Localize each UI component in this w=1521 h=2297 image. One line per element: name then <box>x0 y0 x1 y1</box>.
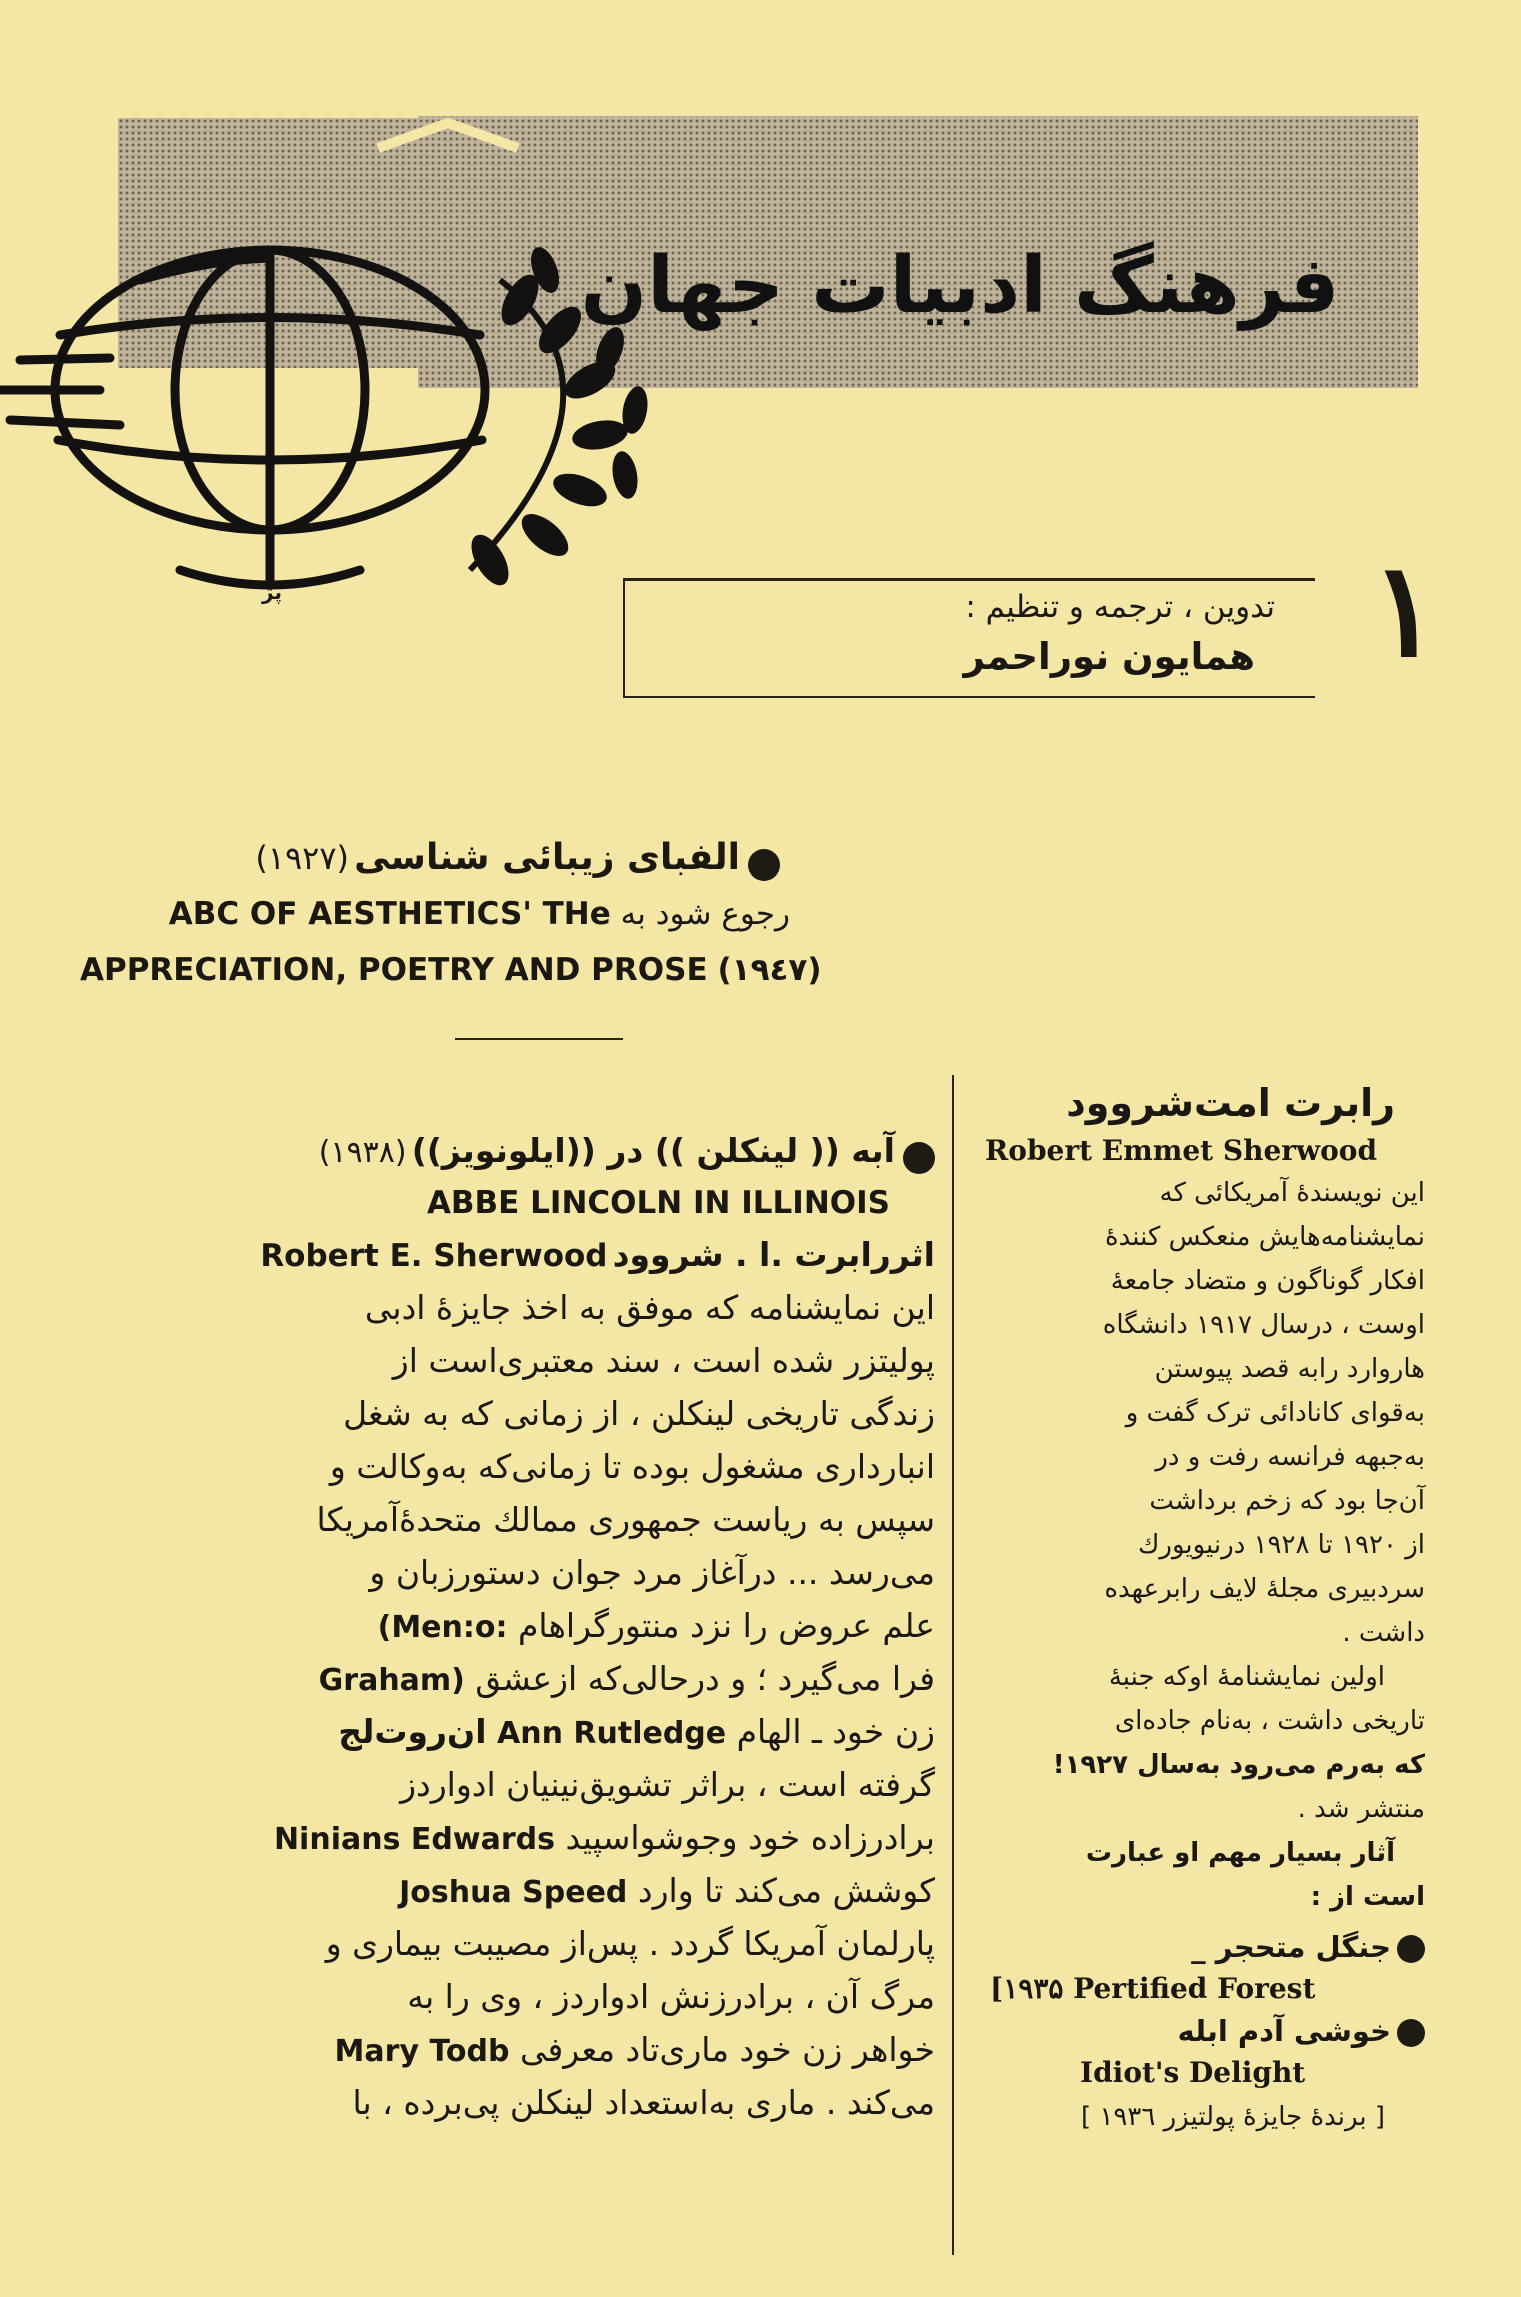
bio-line: از ۱۹۲۰ تا ۱۹۲۸ درنیویورك <box>1137 1530 1425 1560</box>
entry1-refer-title-1: ABC OF AESTHETICS' THe <box>168 896 611 932</box>
bio-line: است از : <box>1310 1882 1425 1912</box>
name-ann-en: Ann Rutledge <box>497 1716 727 1751</box>
work-item <box>985 2009 1425 2093</box>
column-divider <box>952 1075 954 2255</box>
bio-line: آن‌جا بود که زخم برداشت <box>1149 1486 1425 1516</box>
work-title-fa: جنگل متحجر _ <box>985 1925 1425 1969</box>
bio-name-fa: رابرت امت‌شروود <box>1066 1081 1395 1125</box>
name-ninians-en: Ninians Edwards <box>273 1822 555 1857</box>
work-title-en-text: Pertified Forest <box>1073 1972 1316 2005</box>
work-title-fa: خوشی آدم ابله <box>985 2009 1425 2053</box>
entry1-refer-title-2: APPRECIATION, POETRY AND PROSE <box>80 952 708 988</box>
bullet-icon <box>903 1142 935 1174</box>
credit-name: همایون نوراحمر <box>963 635 1255 678</box>
author-biography <box>985 1075 1425 2141</box>
body-line-text: برادرزاده خود وجوشواسپید <box>565 1818 935 1857</box>
entry-abbe-lincoln <box>75 1125 935 2129</box>
bullet-icon <box>1397 1935 1425 1963</box>
entry1-title: الفبای زیبائی شناسی <box>354 837 740 878</box>
entry2-title: آبه (( لینکلن )) در ((ایلونویز)) <box>411 1131 895 1170</box>
body-line: انبارداری مشغول بوده تا زمانی‌که به‌وکالت و <box>329 1447 935 1486</box>
name-joshua-en: Joshua Speed <box>399 1875 628 1910</box>
body-line-text: علم عروض را نزد منتورگراهام <box>517 1606 935 1645</box>
entry2-author-en: Robert E. Sherwood <box>260 1238 608 1274</box>
entry1-refer-year: (۱۹٤۷) <box>717 952 822 988</box>
work-title-en <box>985 1969 1425 2009</box>
name-mentor-en: (Men:o: <box>377 1610 508 1645</box>
bio-line: به‌جبهه فرانسه رفت و در <box>1155 1442 1425 1472</box>
separator-rule <box>455 1038 623 1040</box>
body-line <box>75 2023 935 2076</box>
entry2-year: (۱۹۳۸) <box>318 1135 407 1170</box>
credit-box <box>623 578 1315 698</box>
entry2-body <box>75 1281 935 2129</box>
body-line: می‌کند . ماری به‌استعداد لینکلن پی‌برده ، با <box>352 2083 935 2122</box>
body-line-text: زن خود ـ الهام <box>736 1712 935 1751</box>
name-ann-fa: ان‌روت‌لج <box>338 1712 487 1751</box>
bio-line: سردبیری مجلهٔ لایف رابرعهده <box>1104 1574 1425 1604</box>
bio-line: اوست ، درسال ۱۹۱۷ دانشگاه <box>1102 1310 1425 1340</box>
bio-line: هاروارد رابه قصد پیوستن <box>1154 1354 1425 1384</box>
bio-name-en: Robert Emmet Sherwood <box>985 1134 1378 1167</box>
body-line: می‌رسد ... درآغاز مرد جوان دستورزبان و <box>369 1553 935 1592</box>
bio-line: به‌قوای کانادائی ترک گفت و <box>1125 1398 1425 1428</box>
work-title-en: Idiot's Delight <box>1080 2056 1306 2089</box>
bio-line: منتشر شد . <box>1297 1794 1425 1824</box>
body-line: این نمایشنامه که موفق به اخذ جایزهٔ ادبی <box>364 1288 935 1327</box>
work-year: [۱۹۳۵ <box>990 1972 1064 2005</box>
award-note: [ برندهٔ جایزهٔ پولتیزر ۱۹۳٦ ] <box>1081 2102 1385 2132</box>
body-line <box>75 1811 935 1864</box>
body-line: سپس به ریاست جمهوری ممالك متحدهٔ‌آمریکا <box>316 1500 935 1539</box>
entry2-author-fa: اثررابرت .ا . شروود <box>612 1235 935 1274</box>
bio-line: اولین نمایشنامهٔ اوکه جنبهٔ <box>1108 1662 1385 1692</box>
entry2-author-line <box>75 1229 935 1281</box>
entry2-title-en: ABBE LINCOLN IN ILLINOIS <box>426 1185 890 1221</box>
work-item <box>985 1925 1425 2009</box>
body-line: مرگ آن ، برادرزنش ادواردز ، وی را به <box>407 1977 935 2016</box>
magazine-title: فرهنگ ادبیات جهان <box>580 241 1340 331</box>
name-graham-en: Graham) <box>318 1663 465 1698</box>
bullet-icon <box>748 849 780 881</box>
issue-number: ۱ <box>1370 533 1440 686</box>
entry1-refer-line <box>80 886 790 942</box>
bio-line: افکار گوناگون و متضاد جامعهٔ <box>1110 1266 1425 1296</box>
body-line: زندگی تاریخی لینکلن ، از زمانی که به شغل <box>343 1394 935 1433</box>
entry2-heading <box>75 1125 935 1177</box>
body-line-text: خواهر زن خود ماری‌تاد معرفی <box>519 2030 935 2069</box>
entry2-title-en-line <box>75 1177 935 1229</box>
bio-line: تاریخی داشت ، به‌نام جاده‌ای <box>1114 1706 1425 1736</box>
globe-emblem-icon <box>0 240 660 600</box>
body-line-text: فرا می‌گیرد ؛ و درحالی‌که ازعشق <box>475 1659 935 1698</box>
bio-line: نمایشنامه‌هایش منعکس کنندهٔ <box>1105 1222 1425 1252</box>
entry1-refer-text: رجوع شود به <box>620 896 790 932</box>
bio-line: این نویسندهٔ آمریکائی که <box>1159 1178 1425 1208</box>
body-line <box>75 1864 935 1917</box>
name-mary-en: Mary Todb <box>334 2034 510 2069</box>
bullet-icon <box>1397 2019 1425 2047</box>
entry1-heading <box>80 830 790 886</box>
body-line: پولیتزر شده است ، سند معتبری‌است از <box>392 1341 935 1380</box>
body-line <box>75 1599 935 1652</box>
body-line-text: کوشش می‌کند تا وارد <box>637 1871 935 1910</box>
credit-label: تدوین ، ترجمه و تنظیم : <box>965 589 1275 625</box>
bio-line: آثار بسیار مهم او عبارت <box>1085 1838 1395 1868</box>
body-line: گرفته است ، براثر تشویق‌نینیان ادواردز <box>400 1765 935 1804</box>
bio-line: داشت . <box>1342 1618 1425 1648</box>
entry1-refer-line-2 <box>80 942 822 998</box>
bio-line: که به‌رم می‌رود به‌سال ۱۹۲۷! <box>1052 1750 1425 1780</box>
body-line: پارلمان آمریکا گردد . پس‌از مصیبت بیماری و <box>325 1924 935 1963</box>
artist-signature: ﭘﮋ <box>262 580 282 604</box>
bio-text <box>985 1171 1425 1919</box>
entry1-year: (۱۹۲۷) <box>255 839 350 877</box>
body-line <box>75 1705 935 1758</box>
body-line <box>75 1652 935 1705</box>
entry-abc-of-aesthetics <box>80 830 822 998</box>
